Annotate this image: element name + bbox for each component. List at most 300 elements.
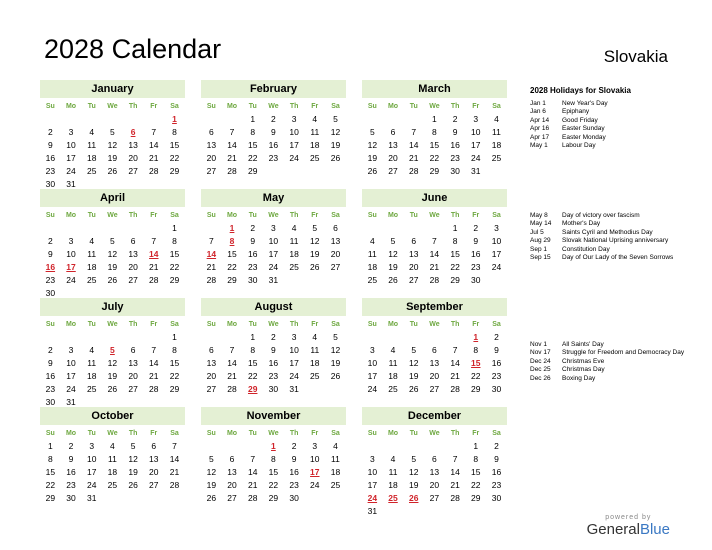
day-cell: 14	[429, 249, 440, 260]
day-cell: 26	[388, 275, 398, 286]
day-cell: 28	[149, 384, 159, 395]
weekday-label: Su	[45, 103, 55, 110]
day-cell: 21	[450, 371, 460, 382]
day-cell: 21	[227, 153, 237, 164]
day-cell: 3	[291, 332, 297, 342]
week-row	[362, 165, 507, 178]
weekday-label: Mo	[226, 212, 238, 219]
day-cell: 21	[149, 371, 159, 382]
holiday-date: Dec 26	[530, 374, 551, 382]
weekday-label: Mo	[387, 430, 399, 437]
weekday-row	[362, 101, 507, 113]
day-cell: 8	[432, 127, 437, 138]
day-cell: 23	[45, 275, 56, 286]
day-cell: 3	[312, 441, 318, 451]
day-cell: 23	[268, 371, 279, 382]
day-cell	[164, 492, 185, 505]
weekday-label: Mo	[65, 212, 77, 219]
holiday-day-cell: 1	[229, 223, 235, 233]
day-cell: 19	[107, 371, 118, 382]
day-cell	[102, 331, 123, 344]
day-cell: 12	[388, 249, 398, 260]
day-cell	[81, 113, 102, 126]
weekday-label: We	[107, 103, 118, 110]
day-cell: 29	[169, 275, 180, 286]
holiday-name: Epiphany	[562, 108, 590, 116]
day-cell	[325, 383, 346, 396]
holiday-item	[530, 229, 700, 237]
weekday-label: Th	[289, 212, 299, 219]
day-cell	[383, 440, 404, 453]
day-cell: 29	[169, 384, 180, 395]
week-row	[201, 370, 346, 383]
day-cell: 7	[172, 441, 177, 451]
day-cell	[362, 222, 383, 235]
day-cell: 25	[310, 371, 320, 382]
day-cell	[325, 165, 346, 178]
month-november	[201, 407, 346, 505]
day-cell: 6	[432, 454, 437, 465]
weekday-label: We	[429, 430, 440, 437]
weekday-label: Th	[450, 430, 460, 437]
day-cell: 23	[491, 480, 502, 491]
weekday-label: Tu	[87, 321, 96, 328]
brand-name-part2: Blue	[639, 521, 670, 538]
holiday-name: Constitution Day	[562, 245, 610, 253]
day-cell: 16	[491, 358, 502, 369]
weekday-label: Tu	[87, 212, 96, 219]
day-cell: 15	[268, 467, 279, 478]
day-cell: 9	[47, 358, 53, 369]
week-row	[40, 139, 185, 152]
holiday-date: Apr 14	[530, 116, 550, 124]
day-cell: 17	[66, 371, 76, 382]
weekday-label: Tu	[409, 103, 418, 110]
day-cell: 2	[452, 114, 458, 124]
day-cell: 6	[130, 236, 136, 247]
day-cell: 27	[206, 384, 217, 395]
day-cell: 4	[110, 441, 115, 451]
day-cell	[222, 440, 243, 453]
day-cell: 14	[149, 358, 159, 369]
holiday-name: Slovak National Uprising anniversary	[562, 237, 669, 245]
day-cell	[284, 165, 305, 178]
month-header: December	[362, 407, 507, 425]
holiday-date: Jan 6	[530, 108, 546, 116]
week-row	[40, 492, 185, 505]
week-row	[40, 222, 185, 235]
day-cell: 8	[452, 236, 458, 247]
day-cell: 2	[473, 223, 479, 233]
day-cell: 29	[227, 275, 237, 286]
holiday-group	[530, 341, 700, 383]
day-cell: 4	[89, 127, 95, 138]
day-cell: 2	[47, 236, 53, 247]
weekday-label: Sa	[492, 212, 501, 219]
day-cell: 7	[208, 236, 214, 247]
day-cell: 28	[247, 493, 258, 504]
day-cell: 21	[450, 480, 460, 491]
day-cell: 16	[66, 467, 76, 478]
holiday-day-cell: 16	[45, 262, 56, 273]
weekday-label: Mo	[387, 103, 399, 110]
week-row	[201, 344, 346, 357]
week-row	[362, 479, 507, 492]
day-cell: 4	[333, 441, 338, 451]
day-cell: 9	[271, 127, 276, 138]
day-cell: 30	[45, 397, 56, 408]
weekday-label: Su	[367, 430, 377, 437]
weekday-label: Th	[450, 321, 460, 328]
day-cell: 11	[388, 467, 398, 478]
holiday-list-title: 2028 Holidays for Slovakia	[530, 86, 631, 95]
weekday-label: We	[429, 212, 440, 219]
day-cell: 5	[411, 345, 417, 356]
day-cell: 29	[45, 493, 56, 504]
day-cell: 3	[369, 454, 375, 465]
day-cell: 12	[330, 345, 341, 356]
week-row	[40, 453, 185, 466]
day-cell: 23	[45, 166, 56, 177]
holiday-item	[530, 341, 700, 349]
day-cell: 20	[128, 262, 138, 273]
day-cell: 15	[227, 249, 237, 260]
day-cell: 19	[310, 249, 320, 260]
weekday-label: Sa	[331, 212, 340, 219]
weekday-row	[201, 210, 346, 222]
holiday-item	[530, 134, 700, 142]
day-cell: 11	[310, 127, 320, 138]
day-cell	[201, 222, 222, 235]
weekday-label: Th	[289, 103, 299, 110]
day-cell: 4	[369, 236, 375, 247]
day-cell: 4	[291, 223, 297, 233]
month-february	[201, 80, 346, 178]
day-cell: 13	[408, 249, 419, 260]
weekday-label: Fr	[311, 103, 319, 110]
day-cell: 8	[172, 127, 177, 138]
weekday-label: Su	[206, 103, 216, 110]
weekday-row	[40, 428, 185, 440]
weekday-label: Fr	[472, 212, 480, 219]
day-cell	[403, 113, 424, 126]
day-cell: 20	[429, 480, 440, 491]
day-cell: 24	[367, 384, 378, 395]
weekday-label: Fr	[150, 430, 158, 437]
day-cell: 28	[227, 384, 237, 395]
day-cell: 7	[151, 127, 157, 138]
holiday-day-cell: 1	[271, 441, 276, 451]
day-cell: 4	[312, 332, 318, 342]
day-cell: 22	[471, 480, 481, 491]
weekday-row	[40, 319, 185, 331]
day-cell: 21	[169, 467, 180, 478]
day-cell: 25	[107, 480, 118, 491]
day-cell: 27	[429, 384, 440, 395]
day-cell: 15	[247, 140, 258, 151]
week-row	[362, 139, 507, 152]
day-cell: 3	[271, 223, 276, 233]
day-cell: 31	[66, 179, 76, 190]
week-row	[40, 331, 185, 344]
week-row	[201, 357, 346, 370]
day-cell: 26	[330, 371, 341, 382]
weekday-label: Fr	[311, 212, 319, 219]
weekday-label: Sa	[331, 430, 340, 437]
day-cell: 18	[388, 371, 398, 382]
day-cell	[123, 331, 144, 344]
weekday-label: Su	[367, 212, 377, 219]
day-cell: 8	[172, 236, 177, 247]
weekday-row	[40, 210, 185, 222]
week-row	[201, 492, 346, 505]
day-cell: 20	[128, 153, 138, 164]
day-cell: 28	[450, 384, 460, 395]
day-cell: 11	[367, 249, 377, 260]
day-cell: 15	[45, 467, 56, 478]
day-cell	[383, 113, 404, 126]
weekday-label: Fr	[311, 321, 319, 328]
day-cell: 18	[367, 262, 378, 273]
day-cell: 30	[66, 493, 76, 504]
holiday-day-cell: 8	[229, 236, 235, 247]
day-cell: 11	[87, 249, 97, 260]
day-cell: 9	[452, 127, 458, 138]
day-cell: 30	[45, 288, 56, 299]
brand-name-part1: General	[586, 521, 640, 538]
day-cell: 24	[268, 262, 279, 273]
holiday-item	[530, 237, 700, 245]
weekday-label: Su	[367, 321, 377, 328]
day-cell	[486, 274, 507, 287]
day-cell: 20	[408, 262, 419, 273]
day-cell: 2	[291, 441, 297, 451]
day-cell: 25	[289, 262, 299, 273]
day-cell: 26	[107, 275, 118, 286]
day-cell: 24	[471, 153, 481, 164]
day-cell: 2	[47, 345, 53, 356]
day-cell: 6	[411, 236, 417, 247]
day-cell: 28	[429, 275, 440, 286]
weekday-label: We	[429, 103, 440, 110]
holiday-day-cell: 15	[471, 358, 481, 369]
day-cell: 3	[89, 441, 95, 451]
day-cell: 13	[206, 140, 217, 151]
month-march	[362, 80, 507, 178]
day-cell: 27	[128, 384, 138, 395]
holiday-date: Sep 1	[530, 245, 547, 253]
day-cell: 9	[473, 236, 479, 247]
day-cell	[304, 492, 325, 505]
holiday-group	[530, 212, 700, 262]
day-cell: 30	[45, 179, 56, 190]
holiday-date: Sep 15	[530, 254, 551, 262]
week-row	[201, 383, 346, 396]
day-cell: 6	[229, 454, 235, 465]
month-header: April	[40, 189, 185, 207]
day-cell	[143, 113, 164, 126]
weekday-label: Fr	[472, 103, 480, 110]
day-cell: 7	[452, 345, 458, 356]
day-cell: 23	[450, 153, 460, 164]
weekday-label: Su	[45, 212, 55, 219]
day-cell: 26	[330, 153, 341, 164]
day-cell	[465, 505, 486, 518]
day-cell: 17	[66, 153, 76, 164]
day-cell: 27	[408, 275, 419, 286]
day-cell: 26	[367, 166, 378, 177]
week-row	[362, 113, 507, 126]
day-cell: 10	[66, 140, 76, 151]
week-row	[201, 274, 346, 287]
holiday-day-cell: 14	[206, 249, 217, 260]
weekday-label: Th	[128, 430, 138, 437]
day-cell: 27	[128, 275, 138, 286]
weekday-row	[201, 101, 346, 113]
day-cell: 1	[172, 223, 177, 233]
day-cell	[102, 113, 123, 126]
day-cell: 17	[491, 249, 502, 260]
day-cell: 2	[47, 127, 53, 138]
day-cell: 22	[429, 153, 440, 164]
day-cell: 14	[408, 140, 419, 151]
day-cell	[486, 165, 507, 178]
day-cell: 27	[388, 166, 398, 177]
day-cell	[81, 222, 102, 235]
day-cell: 27	[128, 166, 138, 177]
day-cell: 19	[367, 153, 378, 164]
weekday-label: Fr	[472, 321, 480, 328]
month-october	[40, 407, 185, 505]
day-cell: 26	[408, 384, 419, 395]
day-cell: 28	[149, 166, 159, 177]
day-cell: 10	[367, 467, 378, 478]
day-cell: 16	[268, 358, 279, 369]
week-row	[40, 479, 185, 492]
day-cell: 11	[388, 358, 398, 369]
day-cell: 5	[110, 127, 115, 138]
day-cell: 18	[289, 249, 299, 260]
weekday-label: Tu	[409, 321, 418, 328]
week-row	[40, 261, 185, 274]
holiday-day-cell: 24	[367, 493, 378, 504]
holiday-item	[530, 117, 700, 125]
weekday-label: Sa	[492, 321, 501, 328]
day-cell	[61, 222, 82, 235]
day-cell: 22	[227, 262, 237, 273]
weekday-row	[362, 210, 507, 222]
day-cell: 17	[86, 467, 97, 478]
day-cell: 6	[390, 127, 396, 138]
holiday-date: Apr 16	[530, 125, 550, 133]
day-cell: 1	[432, 114, 437, 124]
holiday-item	[530, 125, 700, 133]
weekday-label: Mo	[226, 321, 238, 328]
week-row	[201, 139, 346, 152]
day-cell	[325, 274, 346, 287]
day-cell: 14	[227, 140, 237, 151]
holiday-name: Christmas Eve	[562, 357, 605, 365]
day-cell: 21	[149, 153, 159, 164]
holiday-date: Dec 24	[530, 357, 551, 365]
day-cell: 9	[291, 454, 297, 465]
day-cell: 29	[471, 384, 481, 395]
day-cell	[81, 331, 102, 344]
day-cell: 5	[312, 223, 318, 233]
day-cell	[143, 222, 164, 235]
weekday-label: We	[268, 321, 279, 328]
day-cell: 14	[247, 467, 258, 478]
day-cell: 29	[429, 166, 440, 177]
holiday-name: Saints Cyril and Methodius Day	[562, 228, 653, 236]
holiday-date: Nov 17	[530, 349, 551, 357]
day-cell: 25	[491, 153, 502, 164]
holiday-item	[530, 358, 700, 366]
day-cell: 13	[128, 358, 138, 369]
day-cell: 16	[247, 249, 258, 260]
day-cell: 11	[492, 127, 501, 138]
holiday-date: May 14	[530, 220, 552, 228]
weekday-label: Tu	[248, 430, 257, 437]
day-cell: 31	[367, 506, 378, 517]
week-row	[362, 248, 507, 261]
day-cell: 9	[494, 345, 499, 356]
day-cell: 30	[491, 493, 502, 504]
week-row	[362, 453, 507, 466]
day-cell: 1	[172, 332, 177, 342]
day-cell: 8	[271, 454, 276, 465]
day-cell: 7	[411, 127, 417, 138]
weekday-label: Th	[450, 212, 460, 219]
day-cell: 12	[107, 249, 118, 260]
page-title: 2028 Calendar	[44, 34, 222, 64]
day-cell: 28	[149, 275, 159, 286]
day-cell: 17	[367, 371, 378, 382]
day-cell: 17	[289, 140, 299, 151]
day-cell: 23	[45, 384, 56, 395]
week-row	[201, 466, 346, 479]
day-cell: 26	[128, 480, 138, 491]
holiday-day-cell: 6	[130, 127, 136, 138]
weekday-label: Sa	[170, 103, 179, 110]
day-cell: 14	[149, 140, 159, 151]
day-cell: 8	[250, 345, 256, 356]
day-cell: 18	[330, 467, 341, 478]
day-cell: 24	[289, 153, 299, 164]
day-cell: 18	[388, 480, 398, 491]
day-cell	[403, 440, 424, 453]
weekday-label: Tu	[409, 212, 418, 219]
day-cell: 18	[310, 140, 320, 151]
day-cell: 6	[333, 223, 338, 233]
day-cell: 4	[390, 454, 396, 465]
day-cell: 11	[331, 454, 340, 465]
day-cell: 12	[310, 236, 320, 247]
day-cell: 30	[450, 166, 460, 177]
day-cell: 5	[333, 332, 338, 342]
week-row	[201, 331, 346, 344]
day-cell: 24	[66, 384, 76, 395]
holiday-name: Good Friday	[562, 116, 598, 124]
weekday-label: Su	[206, 212, 216, 219]
day-cell	[123, 492, 144, 505]
day-cell: 16	[471, 249, 481, 260]
day-cell: 17	[268, 249, 279, 260]
day-cell: 29	[471, 493, 481, 504]
day-cell: 23	[289, 480, 299, 491]
day-cell	[403, 505, 424, 518]
day-cell: 19	[408, 371, 419, 382]
